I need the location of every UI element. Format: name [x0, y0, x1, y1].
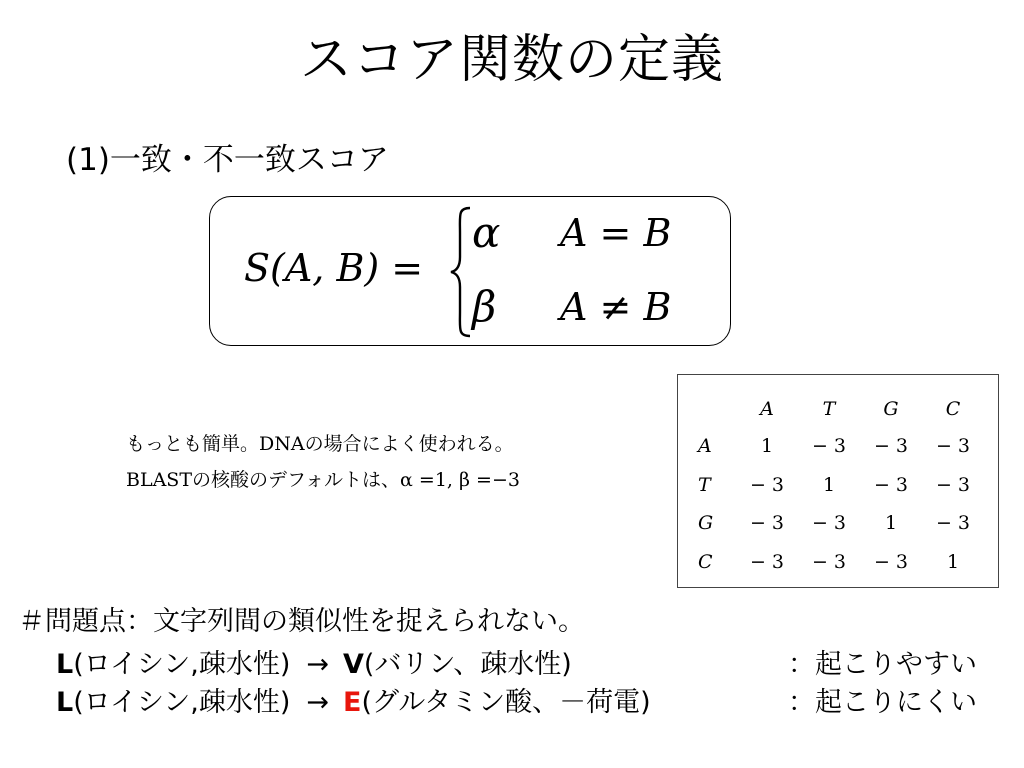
matrix-cell: − 3 [873, 473, 909, 496]
matrix-col-header: T [822, 398, 836, 420]
matrix-row [686, 427, 984, 466]
problem-heading: ＃問題点：文字列間の類似性を捉えられない。 [18, 606, 585, 637]
matrix-row-header: T [698, 473, 711, 496]
matrix-col-header: A [760, 398, 774, 420]
matrix-cell: − 3 [749, 512, 785, 535]
matrix-row [686, 543, 984, 582]
matrix-cell: − 3 [811, 550, 847, 573]
matrix-col-header: G [883, 398, 899, 420]
matrix-corner [686, 391, 736, 427]
amino-acid-to-desc: (グルタミン酸、－荷電) [361, 687, 651, 718]
example-2-result: ：起こりにくい [788, 687, 977, 718]
matrix-cell: − 3 [811, 435, 847, 458]
left-brace-icon [448, 205, 474, 339]
matrix-header-row [686, 391, 984, 427]
amino-acid-to-desc: (バリン、疎水性) [363, 649, 572, 680]
formula-lhs: S(A, B) = [244, 246, 424, 290]
amino-acid-from: L [56, 649, 74, 680]
slide-title: スコア関数の定義 [299, 30, 724, 90]
arrow-icon: → [306, 649, 330, 680]
note-line-2: BLASTの核酸のデフォルトは、α =1, β =−3 [126, 469, 520, 491]
alpha-symbol: α [472, 208, 501, 257]
matrix-row-header: A [698, 435, 712, 458]
matrix-cell: 1 [760, 435, 774, 458]
matrix-cell: − 3 [935, 473, 971, 496]
matrix-col-header: C [945, 398, 961, 420]
matrix-cell: 1 [884, 512, 898, 535]
matrix-cell: 1 [946, 550, 960, 573]
case2-condition: A ≠ B [560, 285, 672, 329]
matrix-row [686, 504, 984, 543]
matrix-row [686, 466, 984, 505]
amino-acid-to-highlight: E [343, 687, 362, 718]
matrix-row-header: G [698, 512, 714, 535]
matrix-cell: − 3 [811, 512, 847, 535]
matrix-row-header: C [698, 550, 713, 573]
amino-acid-from-desc: (ロイシン,疎水性) [73, 649, 291, 680]
amino-acid-to: V [343, 649, 364, 680]
example-1-substitution [56, 647, 572, 683]
amino-acid-from: L [56, 687, 74, 718]
matrix-cell: − 3 [873, 550, 909, 573]
matrix-cell: − 3 [873, 435, 909, 458]
beta-symbol: β [472, 282, 497, 331]
matrix-cell: 1 [822, 473, 836, 496]
score-matrix [677, 374, 999, 588]
amino-acid-from-desc: (ロイシン,疎水性) [73, 687, 291, 718]
case1-condition: A = B [560, 211, 672, 255]
example-1-result: ：起こりやすい [788, 649, 977, 680]
score-matrix-table [686, 391, 984, 581]
arrow-icon: → [306, 687, 330, 718]
matrix-cell: − 3 [749, 550, 785, 573]
note-line-1: もっとも簡単。DNAの場合によく使われる。 [126, 433, 514, 455]
formula-box [209, 196, 731, 346]
matrix-cell: − 3 [749, 473, 785, 496]
example-2-substitution [56, 685, 651, 721]
matrix-cell: − 3 [935, 512, 971, 535]
matrix-cell: − 3 [935, 435, 971, 458]
section-subtitle: (1)一致・不一致スコア [66, 142, 389, 178]
